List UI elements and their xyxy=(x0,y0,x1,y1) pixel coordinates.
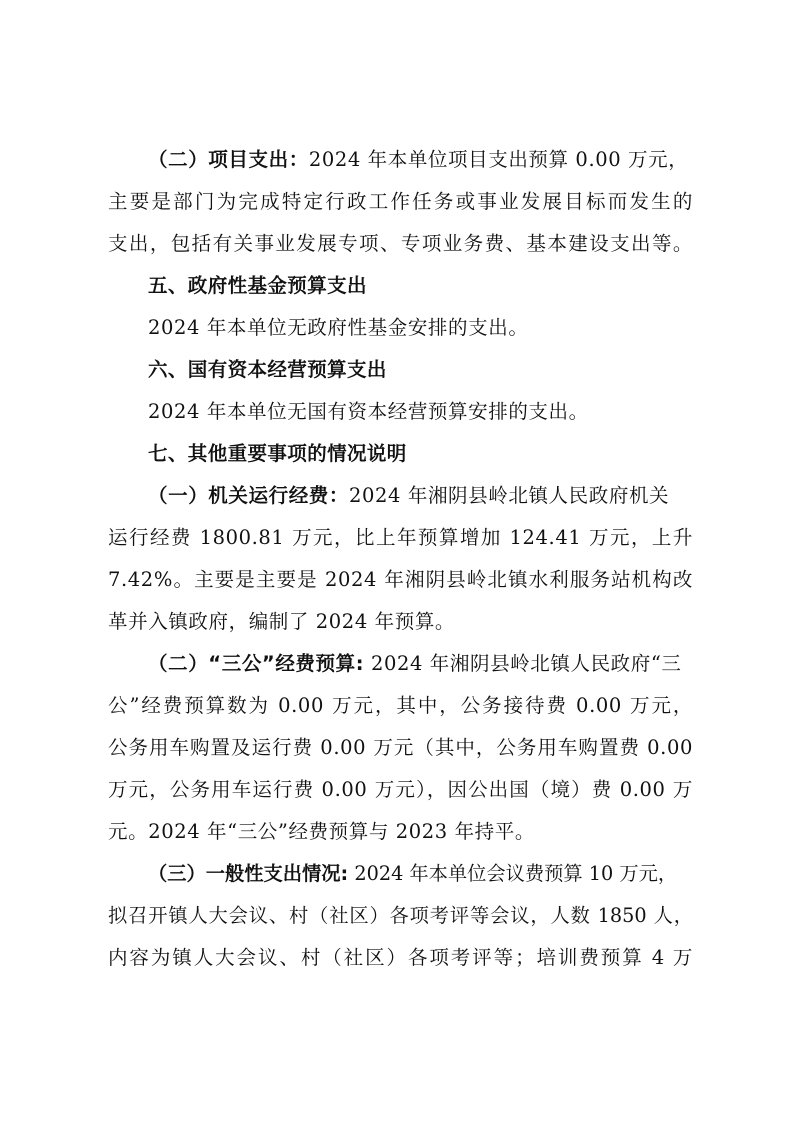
s7-p3-line-2: 拟召开镇人大会议、村（社区）各项考评等会议，人数 1850 人， xyxy=(108,904,693,927)
item-2-label: （二）项目支出： xyxy=(148,148,309,171)
s7-p2-line-4: 万元，公务用车运行费 0.00 万元），因公出国（境）费 0.00 万 xyxy=(108,778,693,801)
s7-p2-line-5: 元。2024 年“三公”经费预算与 2023 年持平。 xyxy=(108,820,535,843)
s7-p2-line-1 xyxy=(148,649,693,679)
section-5-text: 2024 年本单位无政府性基金安排的支出。 xyxy=(148,316,529,339)
s7-p3-label: （三）一般性支出情况: xyxy=(148,862,349,885)
section-5-heading: 五、政府性基金预算支出 xyxy=(148,274,367,297)
s7-p3-line-1 xyxy=(148,859,693,889)
s7-p2-line-2: 公”经费预算数为 0.00 万元，其中，公务接待费 0.00 万元， xyxy=(108,694,693,717)
s7-p2-line-3: 公务用车购置及运行费 0.00 万元（其中，公务用车购置费 0.00 xyxy=(108,736,693,759)
s7-p1-label: （一）机关运行经费： xyxy=(148,484,350,507)
s7-p1-line-3: 7.42%。主要是主要是 2024 年湘阴县岭北镇水利服务站机构改 xyxy=(108,568,693,591)
item-2-text: 2024 年本单位项目支出预算 0.00 万元， xyxy=(308,148,689,171)
s7-p1-text: 2024 年湘阴县岭北镇人民政府机关 xyxy=(349,484,670,507)
item-2-line-3: 支出，包括有关事业发展专项、专项业务费、基本建设支出等。 xyxy=(108,232,693,255)
section-7-heading: 七、其他重要事项的情况说明 xyxy=(148,442,407,465)
section-6-text: 2024 年本单位无国有资本经营预算安排的支出。 xyxy=(148,400,589,423)
s7-p1-line-2: 运行经费 1800.81 万元，比上年预算增加 124.41 万元，上升 xyxy=(108,526,693,549)
section-6-heading: 六、国有资本经营预算支出 xyxy=(148,358,387,381)
item-2-line-2: 主要是部门为完成特定行政工作任务或事业发展目标而发生的 xyxy=(108,190,693,213)
s7-p1-line-1 xyxy=(148,481,693,511)
s7-p3-text: 2024 年本单位会议费预算 10 万元， xyxy=(348,862,678,885)
s7-p2-text: 2024 年湘阴县岭北镇人民政府“三 xyxy=(364,652,682,675)
item-2-line-1 xyxy=(148,145,693,175)
s7-p1-line-4: 革并入镇政府，编制了 2024 年预算。 xyxy=(108,610,456,633)
s7-p2-label: （二）“三公”经费预算: xyxy=(148,652,365,675)
s7-p3-line-3: 内容为镇人大会议、村（社区）各项考评等；培训费预算 4 万 xyxy=(108,946,693,969)
